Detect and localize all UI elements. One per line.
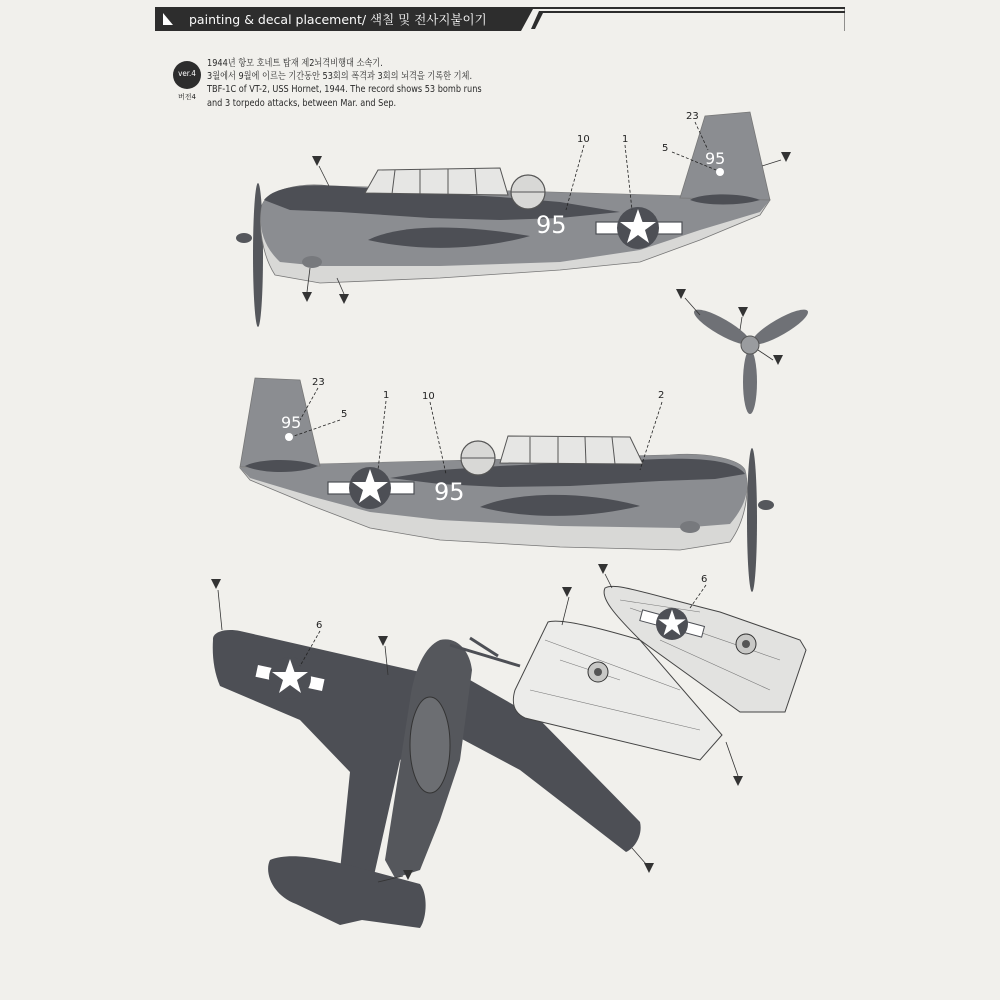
spinner — [236, 233, 252, 243]
paint-triangle — [598, 564, 608, 574]
svg-text:6: 6 — [316, 620, 323, 631]
tail-code: 95 — [705, 149, 726, 168]
port-side-view — [240, 377, 774, 592]
svg-text:2: 2 — [658, 390, 665, 401]
svg-text:5: 5 — [662, 143, 669, 154]
version-sub-label: 버전4 — [178, 93, 196, 101]
fuselage-code: 95 — [434, 478, 465, 506]
svg-text:10: 10 — [577, 134, 590, 145]
propeller-blade — [747, 448, 757, 592]
callout-1-port — [378, 390, 389, 470]
description-line: 1944년 항모 호네트 탑재 제2뇌격비행대 소속기. — [207, 58, 383, 69]
tail-code: 95 — [281, 413, 302, 432]
star-insignia — [656, 608, 688, 640]
paint-triangle — [781, 152, 791, 162]
page-title: painting & decal placement/ 색칠 및 전사지붙이기 — [189, 12, 487, 27]
svg-text:6: 6 — [701, 574, 708, 585]
starboard-side-view — [236, 111, 791, 327]
description-line: and 3 torpedo attacks, between Mar. and Sep. — [207, 97, 397, 109]
paint-triangle — [676, 289, 686, 299]
propeller-blade — [253, 183, 263, 327]
svg-text:23: 23 — [686, 111, 699, 122]
propeller-detail — [676, 289, 812, 414]
paint-triangle — [378, 636, 388, 646]
svg-text:1: 1 — [383, 390, 390, 401]
svg-text:10: 10 — [422, 391, 435, 402]
star-insignia — [617, 207, 659, 249]
svg-text:1: 1 — [622, 134, 629, 145]
paint-triangle — [733, 776, 743, 786]
paint-triangle — [644, 863, 654, 873]
paint-triangle — [403, 870, 413, 880]
paint-triangle — [211, 579, 221, 589]
svg-text:5: 5 — [341, 409, 348, 420]
paint-triangle — [562, 587, 572, 597]
paint-triangle — [302, 292, 312, 302]
description-line: 3월에서 9월에 이르는 기간동안 53회의 폭격과 3회의 뇌격을 기록한 기체. — [207, 71, 473, 83]
description-line: TBF-1C of VT-2, USS Hornet, 1944. The record shows 53 bomb runs — [207, 84, 482, 96]
svg-text:23: 23 — [312, 377, 325, 388]
paint-triangle — [312, 156, 322, 166]
star-insignia — [349, 467, 391, 509]
star-insignia — [269, 657, 311, 699]
fuselage-code: 95 — [536, 211, 567, 239]
callout-6-wing — [690, 574, 707, 608]
paint-triangle — [773, 355, 783, 365]
version-badge-label: ver.4 — [178, 69, 196, 78]
paint-triangle — [339, 294, 349, 304]
paint-triangle — [738, 307, 748, 317]
